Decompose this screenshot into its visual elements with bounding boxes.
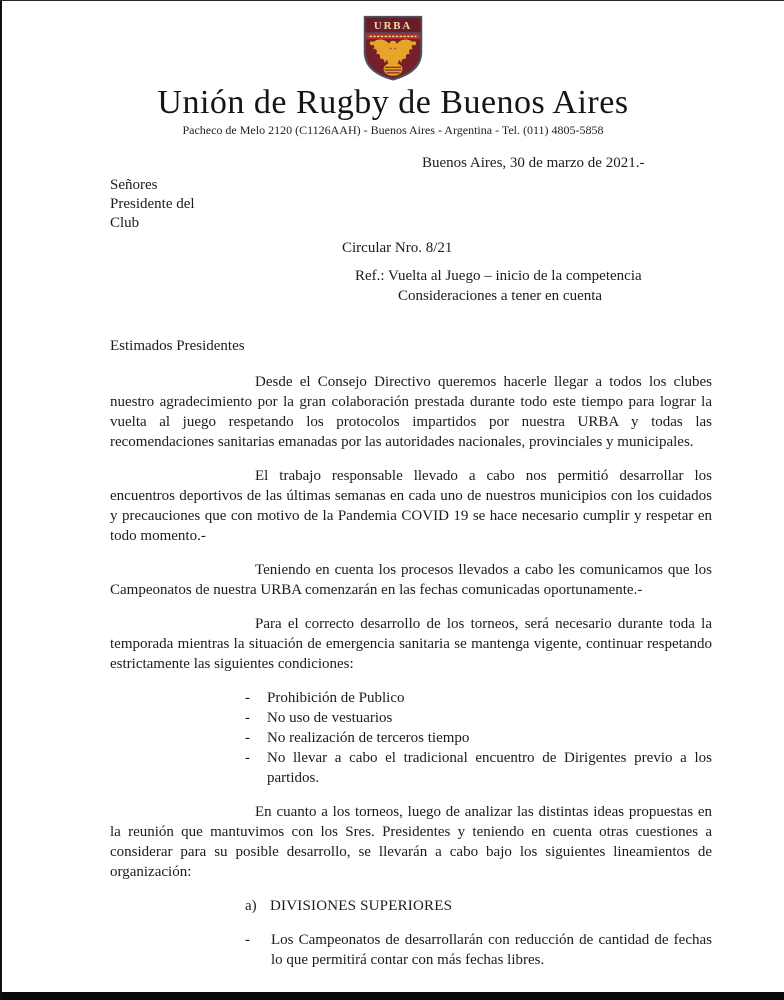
org-address: Pacheco de Melo 2120 (C1126AAH) - Buenos Aires - Argentina - Tel. (011) 4805-5858 (182, 123, 604, 137)
list-item (245, 728, 712, 748)
date-line: Buenos Aires, 30 de marzo de 2021.- (422, 155, 645, 171)
recipient-line: Presidente del (110, 196, 195, 212)
recipient-line: Club (110, 215, 140, 231)
circular-number: Circular Nro. 8/21 (342, 240, 453, 256)
conditions-list (245, 688, 712, 788)
logo-acronym: URBA (373, 20, 413, 33)
dash-bullet: - (245, 710, 250, 726)
paragraph: Para el correcto desarrollo de los torneos, será necesario durante toda la temporada mientras la situación de emergencia sanitaria se mantenga vigente, continuar respetando estrictamente las siguientes condiciones: (110, 616, 712, 672)
list-item (245, 930, 712, 970)
section-a-heading (245, 896, 712, 916)
paragraph: Teniendo en cuenta los procesos llevados a cabo les comunicamos que los Campeonatos de nuestra URBA comenzarán en las fechas comunicadas oportunamente.- (110, 562, 712, 598)
paragraph: En cuanto a los torneos, luego de analizar las distintas ideas propuestas en la reunión que mantuvimos con los Sres. Presidentes y teniendo en cuenta otras cuestiones a considerar para su posible desarrollo, se llevarán a cabo bajo los siguientes lineamientos de organización: (110, 804, 712, 880)
condition-text: Prohibición de Publico (267, 690, 405, 706)
dash-bullet: - (245, 730, 250, 746)
list-item (245, 688, 712, 708)
condition-text: No llevar a cabo el tradicional encuentro de Dirigentes previo a los partidos. (267, 750, 712, 786)
paragraph: Desde el Consejo Directivo queremos hacerle llegar a todos los clubes nuestro agradecimiento por la gran colaboración prestada durante todo este tiempo para lograr la vuelta al juego respetando los protocolos impartidos por nuestra URBA y todas las recomendaciones sanitarias emanadas por las autoridades nacionales, provinciales y municipales. (110, 374, 712, 450)
letter-body (110, 153, 712, 970)
condition-text: No realización de terceros tiempo (267, 730, 470, 746)
letterhead (2, 1, 784, 137)
urba-shield-logo (361, 14, 425, 82)
section-a-list (245, 930, 712, 970)
reference-block (110, 266, 712, 306)
dash-bullet: - (245, 690, 250, 706)
condition-text: No uso de vestuarios (267, 710, 393, 726)
item-text: Los Campeonatos de desarrollarán con reducción de cantidad de fechas lo que permitirá contar con más fechas libres. (271, 932, 712, 968)
section-title: DIVISIONES SUPERIORES (270, 898, 453, 914)
list-item (245, 708, 712, 728)
reference-line: Consideraciones a tener en cuenta (398, 288, 603, 304)
paragraph: El trabajo responsable llevado a cabo nos permitió desarrollar los encuentros deportivos de las últimas semanas en cada uno de nuestros municipios con los cuidados y precauciones que con motivo de la Pandemia COVID 19 se hace necesario cumplir y respetar en todo momento.- (110, 468, 712, 544)
list-item (245, 748, 712, 788)
scan-bottom-edge (2, 992, 784, 1000)
recipient-block (110, 176, 712, 233)
salutation: Estimados Presidentes (110, 338, 245, 354)
reference-line: Ref.: Vuelta al Juego – inicio de la competencia (355, 268, 642, 284)
recipient-line: Señores (110, 177, 158, 193)
dash-bullet: - (245, 750, 250, 766)
org-title: Unión de Rugby de Buenos Aires (157, 84, 629, 121)
dash-bullet: - (245, 932, 250, 948)
section-label: a) (245, 898, 257, 914)
